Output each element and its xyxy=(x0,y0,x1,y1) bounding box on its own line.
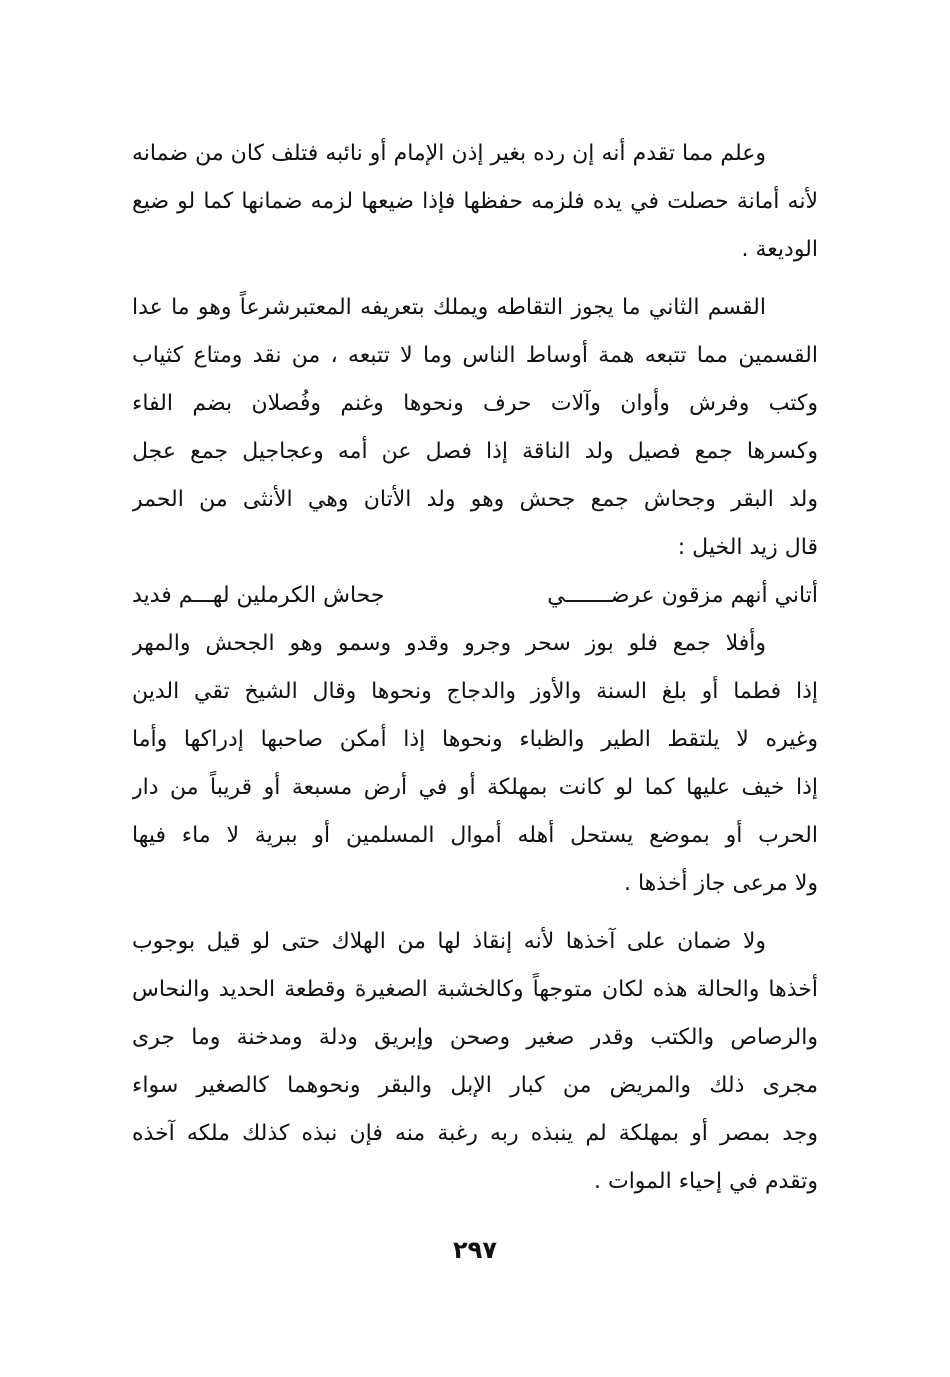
text-line: أخذها والحالة هذه لكان متوجهاً وكالخشبة الصغيرة وقطعة الحديد والنحاس xyxy=(132,977,818,1002)
text-line: مجرى ذلك والمريض من كبار الإبل والبقر ونحوهما كالصغير سواء xyxy=(132,1073,818,1098)
verse-first-hemistich: أتاني أنهم مزقون عرضـــــــي xyxy=(547,583,818,608)
text-line: وجد بمصر أو بمهلكة لم ينبذه ربه رغبة منه فإن نبذه كذلك ملكه آخذه xyxy=(132,1121,818,1146)
text-line: لأنه أمانة حصلت في يده فلزمه حفظها فإذا ضيعها لزمه ضمانها كما لو ضيع xyxy=(132,189,818,214)
text-line: القسمين مما تتبعه همة أوساط الناس وما لا تتبعه ، من نقد ومتاع كثياب xyxy=(132,343,818,368)
text-line: ولا ضمان على آخذها لأنه إنقاذ لها من الهلاك حتى لو قيل بوجوب xyxy=(132,929,766,954)
paragraph-3 xyxy=(132,620,818,908)
paragraph-gap xyxy=(132,274,818,284)
page-body xyxy=(132,130,818,1206)
text-line: قال زيد الخيل : xyxy=(677,535,818,560)
text-line: إذا فطما أو بلغ السنة والأوز والدجاج ونحوها وقال الشيخ تقي الدين xyxy=(132,679,818,704)
text-line: وعلم مما تقدم أنه إن رده بغير إذن الإمام أو نائبه فتلف كان من ضمانه xyxy=(132,141,766,166)
paragraph-2 xyxy=(132,284,818,572)
text-line: والرصاص والكتب وقدر صغير وصحن وإبريق ودلة ومدخنة وما جرى xyxy=(132,1025,818,1050)
text-line: إذا خيف عليها كما لو كانت بمهلكة أو في أرض مسبعة أو قريباً من دار xyxy=(132,775,818,800)
text-line: القسم الثاني ما يجوز التقاطه ويملك بتعريفه المعتبرشرعاً وهو ما عدا xyxy=(132,295,766,320)
text-line: ولا مرعى جاز أخذها . xyxy=(623,871,818,896)
text-line: وكتب وفرش وأوان وآلات حرف ونحوها وغنم وفُصلان بضم الفاء xyxy=(132,391,818,416)
paragraph-1 xyxy=(132,130,818,274)
paragraph-gap xyxy=(132,908,818,918)
text-line: وتقدم في إحياء الموات . xyxy=(594,1169,818,1194)
text-line: وكسرها جمع فصيل ولد الناقة إذا فصل عن أمه وعجاجيل جمع عجل xyxy=(132,439,818,464)
paragraph-4 xyxy=(132,918,818,1206)
page-number: ٢٩٧ xyxy=(453,1236,497,1264)
text-line: الوديعة . xyxy=(741,237,818,262)
verse-second-hemistich: جحاش الكرملين لهـــم فديد xyxy=(132,583,385,608)
text-line: ولد البقر وجحاش جمع جحش وهو ولد الأتان وهي الأنثى من الحمر xyxy=(132,487,818,512)
text-line: الحرب أو بموضع يستحل أهله أموال المسلمين أو ببرية لا ماء فيها xyxy=(132,823,818,848)
text-line: وغيره لا يلتقط الطير والظباء ونحوها إذا أمكن صاحبها إدراكها وأما xyxy=(132,727,818,752)
poem-verse xyxy=(132,572,818,620)
text-line: وأفلا جمع فلو بوز سحر وجرو وقدو وسمو وهو الجحش والمهر xyxy=(132,631,766,656)
